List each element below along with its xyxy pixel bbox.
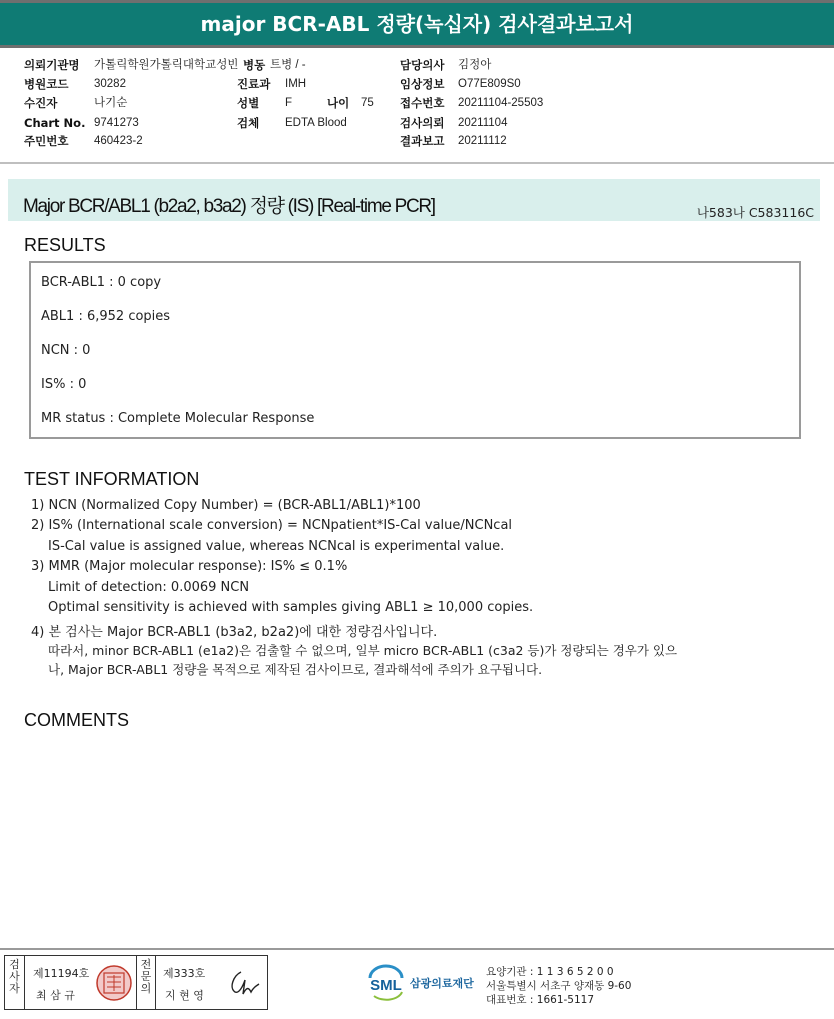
svg-text:SML: SML	[370, 977, 402, 994]
report-date-label: 결과보고	[400, 134, 445, 148]
test-code: 나583나 C583116C	[696, 205, 814, 220]
hospital-code-value: 30282	[94, 78, 126, 90]
test-title: Major BCR/ABL1 (b2a2, b3a2) 정량 (IS) [Real-time PCR]	[23, 196, 435, 217]
test-info-line: 1) NCN (Normalized Copy Number) = (BCR-ABL1/ABL1)*100	[31, 498, 421, 513]
sml-logo-icon	[364, 962, 408, 1002]
seal-stamp-icon	[95, 964, 133, 1002]
age-label: 나이	[327, 96, 350, 110]
age-value: 75	[361, 97, 374, 109]
org-name: 삼광의료재단	[410, 977, 474, 990]
divider	[0, 162, 834, 164]
dept-value: IMH	[285, 78, 307, 90]
result-abl1: ABL1 : 6,952 copies	[41, 309, 171, 324]
test-info-line: IS-Cal value is assigned value, whereas NCNcal is experimental value.	[48, 539, 505, 554]
ward-value: 트병 / -	[270, 59, 306, 71]
result-is-percent: IS% : 0	[41, 377, 87, 392]
hospital-code-label: 병원코드	[24, 77, 69, 91]
result-bcr-abl1: BCR-ABL1 : 0 copy	[41, 275, 162, 290]
ward-label: 병동	[243, 58, 266, 72]
collector-value: 나기순	[94, 97, 128, 109]
collector-label: 수진자	[24, 96, 58, 110]
test-info-line: 3) MMR (Major molecular response): IS% ≤ 0.1%	[31, 559, 348, 574]
signature-icon	[225, 966, 263, 1000]
specialist-license: 제333호	[163, 967, 206, 980]
chart-value: 9741273	[94, 117, 139, 129]
request-value: 20211104	[458, 117, 508, 129]
test-info-line: 나, Major BCR-ABL1 정량을 목적으로 제작된 검사이므로, 결과해석에 주의가 요구됩니다.	[48, 662, 543, 677]
institution-value: 가톨릭학원가톨릭대학교성빈	[94, 59, 239, 71]
license-number: 요양기관 : 1 1 3 6 5 2 0 0	[486, 966, 614, 978]
comments-heading: COMMENTS	[24, 710, 129, 730]
accession-value: 20211104-25503	[458, 97, 544, 109]
examiner-name: 최 삼 규	[36, 989, 75, 1002]
id-label: 주민번호	[24, 134, 69, 148]
result-ncn: NCN : 0	[41, 343, 91, 358]
test-info-line: 2) IS% (International scale conversion) = NCNpatient*IS-Cal value/NCNcal	[31, 518, 513, 533]
report-date-value: 20211112	[458, 135, 507, 147]
clinical-value: O77E809S0	[458, 78, 521, 90]
doctor-value: 김정아	[458, 59, 492, 71]
id-value: 460423-2	[94, 135, 143, 147]
examiner-license: 제11194호	[33, 967, 90, 980]
signature-block	[4, 955, 268, 1010]
test-info-line: 4) 본 검사는 Major BCR-ABL1 (b3a2, b2a2)에 대한 정량검사입니다.	[31, 625, 438, 640]
sex-value: F	[285, 97, 293, 109]
test-info-line: 따라서, minor BCR-ABL1 (e1a2)은 검출할 수 없으며, 일부 micro BCR-ABL1 (c3a2 등)가 정량되는 경우가 있으	[48, 643, 678, 658]
accession-label: 접수번호	[400, 96, 445, 110]
test-information-heading: TEST INFORMATION	[24, 469, 200, 489]
doctor-label: 담당의사	[400, 58, 445, 72]
result-mr-status: MR status : Complete Molecular Response	[41, 411, 315, 426]
institution-label: 의뢰기관명	[24, 58, 80, 72]
test-info-line: Optimal sensitivity is achieved with samples giving ABL1 ≥ 10,000 copies.	[48, 600, 534, 615]
phone: 대표번호 : 1661-5117	[486, 994, 595, 1006]
clinical-label: 임상정보	[400, 77, 445, 91]
specimen-value: EDTA Blood	[285, 117, 347, 129]
chart-label: Chart No.	[24, 116, 86, 130]
address: 서울특별시 서초구 양재동 9-60	[486, 980, 632, 992]
specialist-label: 전 문 의	[136, 956, 156, 1009]
results-heading: RESULTS	[24, 235, 106, 255]
dept-label: 진료과	[237, 77, 271, 91]
examiner-label: 검 사 자	[5, 956, 25, 1009]
specialist-name: 지 현 영	[165, 989, 204, 1002]
report-title: major BCR-ABL 정량(녹십자) 검사결과보고서	[0, 0, 834, 48]
request-label: 검사의뢰	[400, 116, 445, 130]
results-box	[29, 261, 801, 439]
specimen-label: 검체	[237, 116, 260, 130]
footer-divider	[0, 948, 834, 950]
test-header	[8, 179, 820, 221]
test-info-line: Limit of detection: 0.0069 NCN	[48, 580, 250, 595]
sex-label: 성별	[237, 96, 260, 110]
